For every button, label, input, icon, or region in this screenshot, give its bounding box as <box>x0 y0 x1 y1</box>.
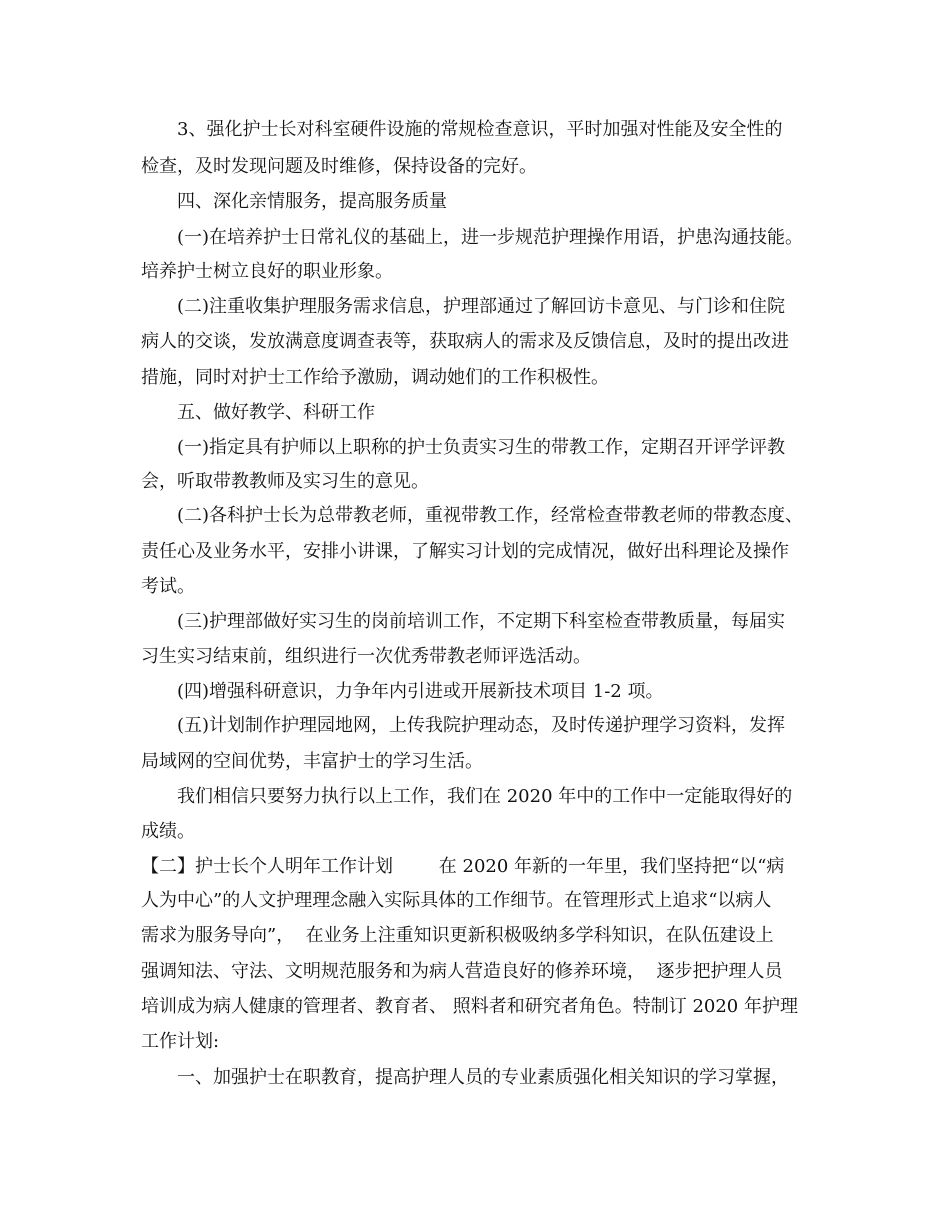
paragraph-line: 考试。 <box>141 576 195 597</box>
paragraph-line: 成绩。 <box>141 821 195 842</box>
paragraph-line: 局域网的空间优势，丰富护士的学习生活。 <box>141 751 483 772</box>
paragraph-line: 3、强化护士长对科室硬件设施的常规检查意识，平时加强对性能及安全性的 <box>177 119 783 140</box>
paragraph-line: 责任心及业务水平，安排小讲课，了解实习计划的完成情况，做好出科理论及操作 <box>141 541 789 562</box>
paragraph-line: 人为中心”的人文护理理念融入实际具体的工作细节。在管理形式上追求“以病人 <box>141 890 772 911</box>
subsection-heading-line: 【二】护士长个人明年工作计划 在 2020 年新的一年里，我们坚持把“以“病 <box>141 856 785 877</box>
section-heading: 五、做好教学、科研工作 <box>177 402 375 423</box>
paragraph-line: 会，听取带教教师及实习生的意见。 <box>141 471 429 492</box>
paragraph-line: 强调知法、守法、文明规范服务和为病人营造良好的修养环境， 逐步把护理人员 <box>141 961 783 982</box>
paragraph-line: (一)在培养护士日常礼仪的基础上，进一步规范护理操作用语，护患沟通技能。 <box>177 227 804 248</box>
section-heading: 四、深化亲情服务，提高服务质量 <box>177 191 447 212</box>
paragraph-line: (四)增强科研意识，力争年内引进或开展新技术项目 1-2 项。 <box>177 681 664 702</box>
paragraph-line: (一)指定具有护师以上职称的护士负责实习生的带教工作，定期召开评学评教 <box>177 437 786 458</box>
paragraph-line: 病人的交谈，发放满意度调查表等，获取病人的需求及反馈信息，及时的提出改进 <box>141 331 789 352</box>
paragraph-line: 培养护士树立良好的职业形象。 <box>141 261 393 282</box>
paragraph-line: (三)护理部做好实习生的岗前培训工作，不定期下科室检查带教质量，每届实 <box>177 611 786 632</box>
paragraph-line: 培训成为病人健康的管理者、教育者、 照料者和研究者角色。特制订 2020 年护理 <box>141 996 798 1017</box>
paragraph-line: 措施，同时对护士工作给予激励，调动她们的工作积极性。 <box>141 367 609 388</box>
paragraph-line: (五)计划制作护理园地网，上传我院护理动态，及时传递护理学习资料，发挥 <box>177 715 786 736</box>
paragraph-line: 检查，及时发现问题及时维修，保持设备的完好。 <box>141 156 537 177</box>
paragraph-line: (二)各科护士长为总带教老师，重视带教工作，经常检查带教老师的带教态度、 <box>177 505 804 526</box>
paragraph-line: 习生实习结束前，组织进行一次优秀带教老师评选活动。 <box>141 646 591 667</box>
paragraph-line: (二)注重收集护理服务需求信息，护理部通过了解回访卡意见、与门诊和住院 <box>177 296 786 317</box>
section-heading: 一、加强护士在职教育，提高护理人员的专业素质强化相关知识的学习掌握， <box>177 1067 789 1088</box>
paragraph-line: 工作计划: <box>141 1031 220 1052</box>
paragraph-line: 我们相信只要努力执行以上工作，我们在 2020 年中的工作中一定能取得好的 <box>177 786 793 807</box>
paragraph-line: 需求为服务导向”， 在业务上注重知识更新积极吸纳多学科知识，在队伍建设上 <box>141 925 774 946</box>
